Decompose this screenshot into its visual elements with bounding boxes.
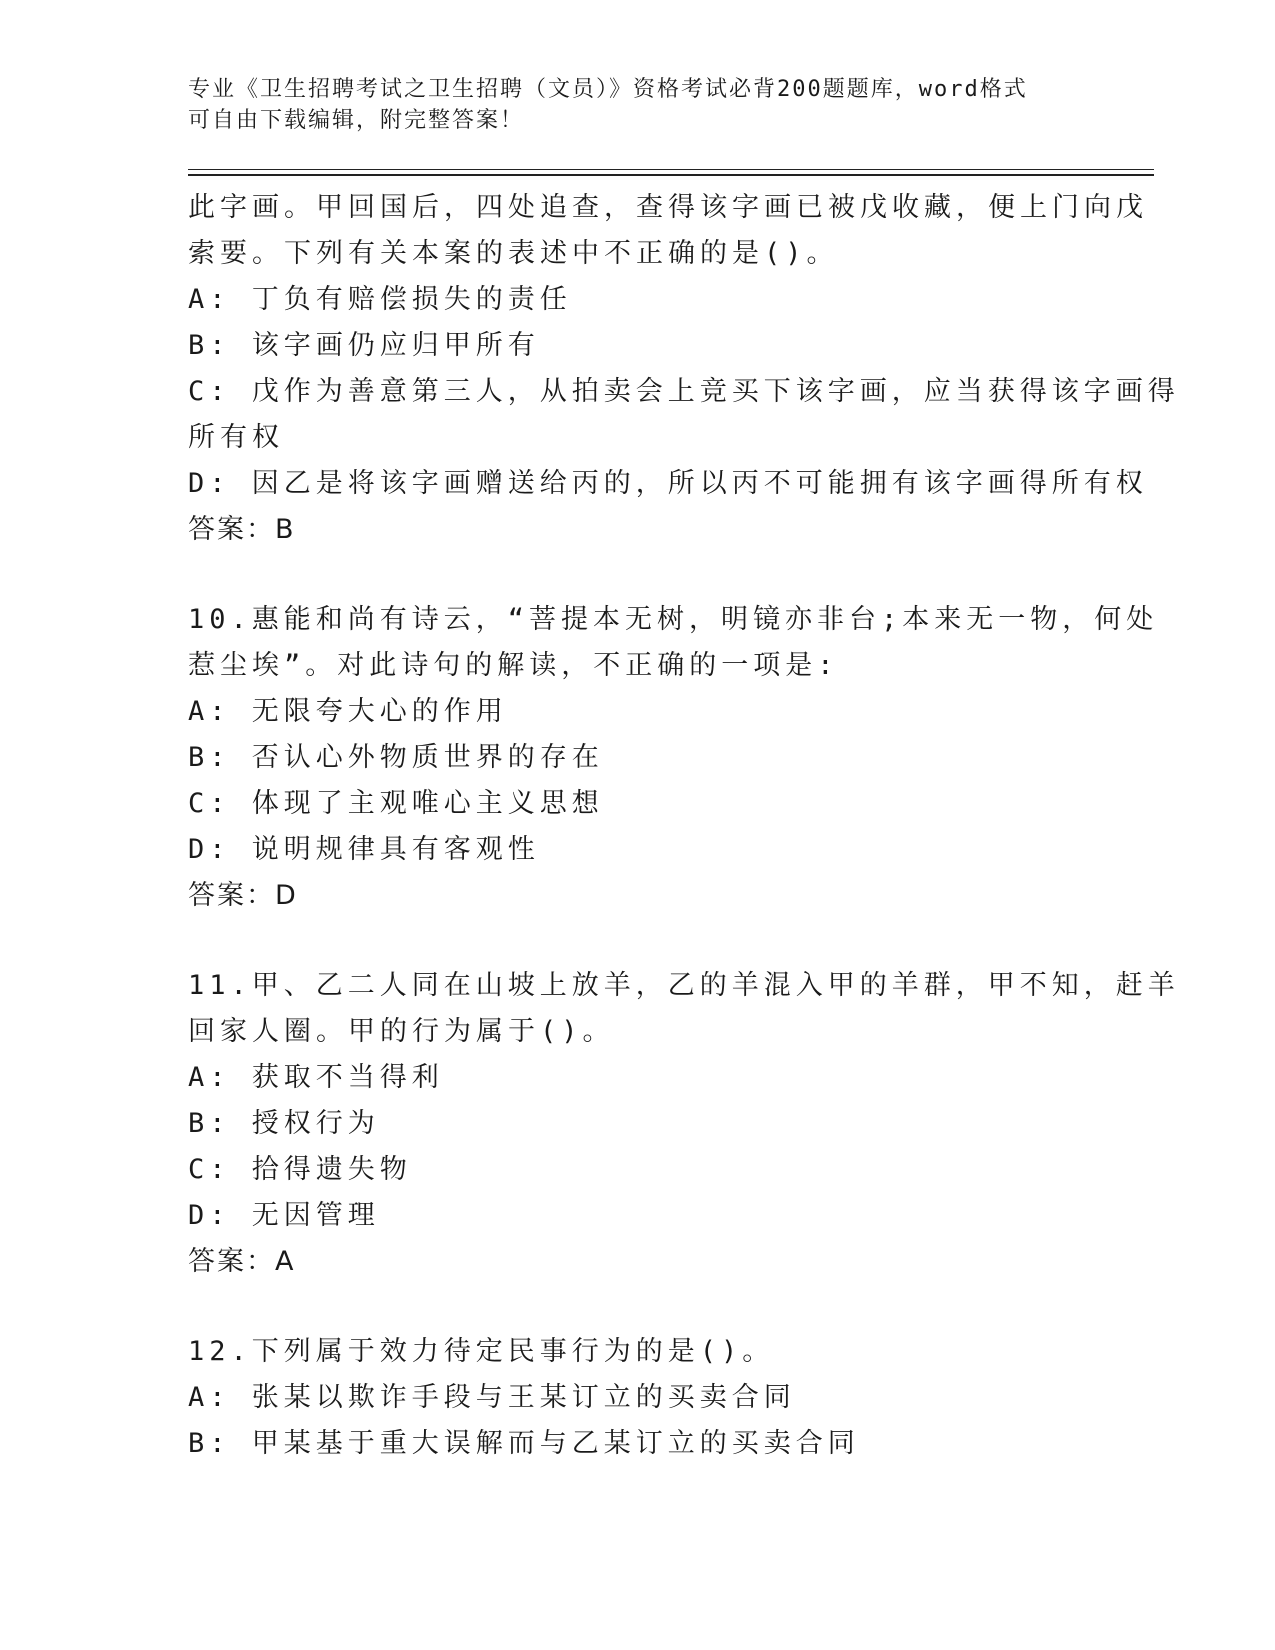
question-stem: 惹尘埃”。对此诗句的解读，不正确的一项是: xyxy=(188,650,839,681)
question-stem: 索要。下列有关本案的表述中不正确的是()。 xyxy=(188,238,839,269)
option-c-continued: 所有权 xyxy=(188,422,284,453)
option-b: B: 否认心外物质世界的存在 xyxy=(188,742,604,773)
option-b: B: 该字画仍应归甲所有 xyxy=(188,330,540,361)
question-stem: 10.惠能和尚有诗云，“菩提本无树，明镜亦非台;本来无一物，何处 xyxy=(188,604,1159,635)
option-a: A: 获取不当得利 xyxy=(188,1062,444,1093)
option-a: A: 丁负有赔偿损失的责任 xyxy=(188,284,572,315)
option-d: D: 无因管理 xyxy=(188,1200,380,1231)
question-9 xyxy=(188,185,1180,553)
answer: 答案：A xyxy=(188,1246,296,1277)
option-d: D: 说明规律具有客观性 xyxy=(188,834,540,865)
answer: 答案：D xyxy=(188,880,298,911)
question-list xyxy=(188,185,1180,1467)
spacer xyxy=(188,919,1088,963)
question-stem: 11.甲、乙二人同在山坡上放羊，乙的羊混入甲的羊群，甲不知，赶羊 xyxy=(188,970,1180,1001)
question-stem: 回家人圈。甲的行为属于()。 xyxy=(188,1016,615,1047)
question-10 xyxy=(188,597,1159,919)
document-header xyxy=(188,74,1088,136)
spacer xyxy=(188,1285,1088,1329)
header-line-2: 可自由下载编辑，附完整答案！ xyxy=(188,108,525,133)
option-a: A: 无限夸大心的作用 xyxy=(188,696,508,727)
option-c: C: 体现了主观唯心主义思想 xyxy=(188,788,604,819)
spacer xyxy=(188,553,1088,597)
header-line-1: 专业《卫生招聘考试之卫生招聘（文员）》资格考试必背200题题库，word格式 xyxy=(188,77,1028,102)
answer: 答案：B xyxy=(188,514,296,545)
option-c: C: 戊作为善意第三人，从拍卖会上竞买下该字画，应当获得该字画得 xyxy=(188,376,1180,407)
question-12 xyxy=(188,1329,1088,1467)
question-stem: 此字画。甲回国后，四处追查，查得该字画已被戊收藏，便上门向戊 xyxy=(188,192,1148,223)
header-rule-thin xyxy=(188,169,1154,170)
option-b: B: 授权行为 xyxy=(188,1108,380,1139)
option-a: A: 张某以欺诈手段与王某订立的买卖合同 xyxy=(188,1382,796,1413)
option-c: C: 拾得遗失物 xyxy=(188,1154,412,1185)
question-stem: 12.下列属于效力待定民事行为的是()。 xyxy=(188,1336,775,1367)
option-b: B: 甲某基于重大误解而与乙某订立的买卖合同 xyxy=(188,1428,860,1459)
option-d: D: 因乙是将该字画赠送给丙的，所以丙不可能拥有该字画得所有权 xyxy=(188,468,1148,499)
header-rule-thick xyxy=(188,174,1154,176)
question-11 xyxy=(188,963,1180,1285)
